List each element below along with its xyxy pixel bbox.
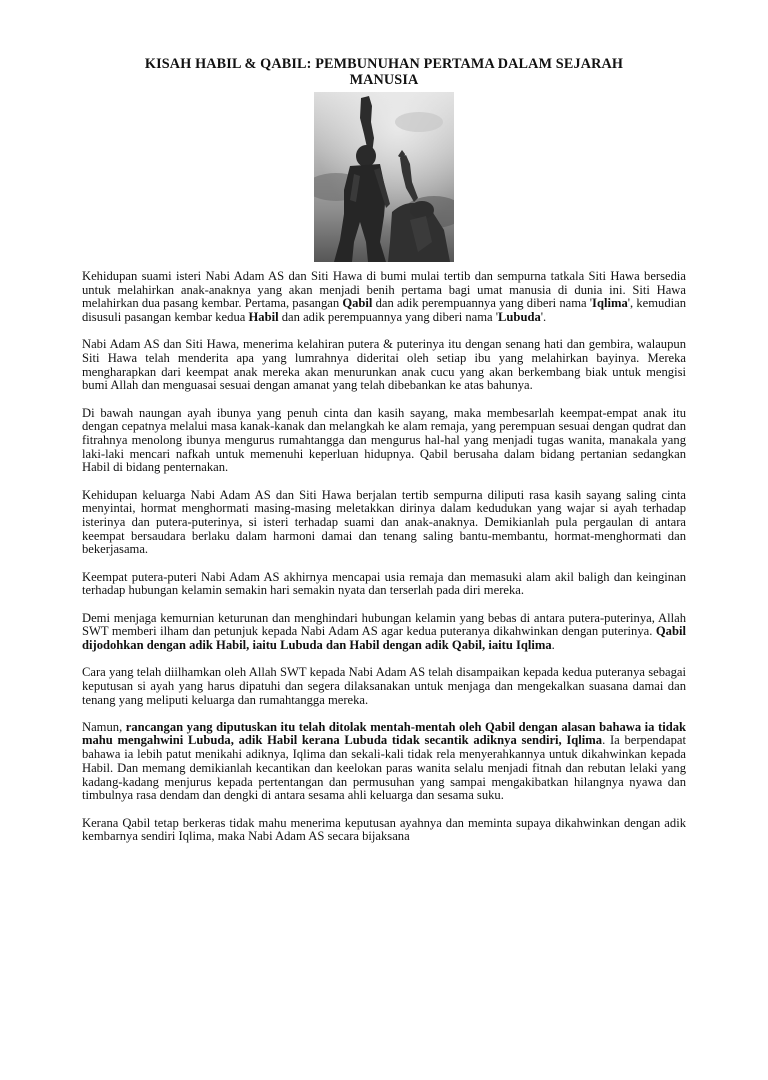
paragraph xyxy=(82,489,686,558)
paragraph xyxy=(82,407,686,476)
paragraph xyxy=(82,721,686,803)
paragraph xyxy=(82,270,686,325)
text-run: dan adik perempuannya yang diberi nama ' xyxy=(372,296,593,311)
text-run: Nabi Adam AS dan Siti Hawa, menerima kelahiran putera & puterinya itu dengan senang hati dan gembira, walaupun Siti Hawa telah menderita apa yang lumrahnya dideritai oleh setiap ibu yang melahirkan bayinya. Mereka mengharapkan dari keempat anak mereka akan menurunkan anak cucu yang akan berkembang biak untuk mengisi bumi Allah dan menguasai sesuai dengan amanat yang telah dibebankan ke atas bahunya. xyxy=(82,337,686,393)
text-run: . xyxy=(551,637,555,652)
text-run: Keempat putera-puteri Nabi Adam AS akhirnya mencapai usia remaja dan memasuki alam akil baligh dan keinginan terhadap hubungan kelamin semakin hari semakin nyata dan terserlah pada diri mereka. xyxy=(82,569,686,598)
bold-text: rancangan yang diputuskan itu telah ditolak mentah-mentah oleh Qabil dengan alasan bahawa ia tidak mahu mengahwini Lubuda, adik Habil kerana Lubuda tidak secantik adiknya sendiri, Iqlima xyxy=(82,719,687,748)
text-run: '. xyxy=(540,310,547,325)
paragraph xyxy=(82,338,686,393)
text-run: Di bawah naungan ayah ibunya yang penuh cinta dan kasih sayang, maka membesarlah keempat-empat anak itu dengan cepatnya melalui masa kanak-kanak dan melangkah ke alam remaja, yang perempuan sesuai dengan qudrat dan fitrahnya menolong ibunya mengurus rumahtangga dan mengurus hal-hal yang menjadi tugas wanita, manakala yang laki-laki mencari nafkah untuk memenuhi keperluan hidupnya. Qabil berusaha dalam bidang pertanian sedangkan Habil di bidang penternakan. xyxy=(82,405,686,475)
text-run: Cara yang telah diilhamkan oleh Allah SWT kepada Nabi Adam AS telah disampaikan kepada kedua puteranya sebagai keputusan si ayah yang harus dipatuhi dan segera dilaksanakan untuk menjaga dan mengekalkan suasana damai dan tenang yang meliputi keluarga dan rumahtangga mereka. xyxy=(82,665,686,707)
paragraph xyxy=(82,612,686,653)
bold-text: Habil xyxy=(248,310,279,325)
text-run: Kerana Qabil tetap berkeras tidak mahu menerima keputusan ayahnya dan meminta supaya dikahwinkan dengan adik kembarnya sendiri Iqlima, maka Nabi Adam AS secara bijaksana xyxy=(82,815,686,844)
text-run: Kehidupan suami isteri Nabi Adam AS dan Siti Hawa di bumi mulai tertib dan sempurna tatkala Siti Hawa bersedia untuk melahirkan anak-anaknya yang akan menjadi benih pertama bagi umat manusia di dunia ini. Siti Hawa melahirkan dua pasang kembar. Pertama, pasangan xyxy=(82,269,686,311)
article-body xyxy=(82,270,686,844)
bold-text: Qabil dijodohkan dengan adik Habil, iaitu Lubuda dan Habil dengan adik Qabil, iaitu Iqlima xyxy=(82,624,686,652)
bold-text: Qabil xyxy=(342,296,373,311)
text-run: ', kemudian disusuli pasangan kembar kedua xyxy=(82,296,687,325)
paragraph xyxy=(82,817,686,844)
bold-text: Lubuda xyxy=(498,310,541,325)
text-run: Kehidupan keluarga Nabi Adam AS dan Siti Hawa berjalan tertib sempurna diliputi rasa kasih sayang saling cinta menyintai, hormat menghormati masing-masing meletakkan dirinya dalam kedudukan yang wajar si ayah terhadap isterinya dan putera-puterinya, si isteri terhadap suami dan anak-anaknya. Demikianlah pula pergaulan di antara keempat bersaudara berlaku dalam harmoni damai dan tenang saling bantu-membantu, hormat-menghormati dan bekerjasama. xyxy=(82,487,686,557)
text-run: Namun, xyxy=(82,719,126,734)
statue-photo xyxy=(314,92,454,262)
text-run: dan adik perempuannya yang diberi nama ' xyxy=(278,310,499,325)
title-line-1: KISAH HABIL & QABIL: PEMBUNUHAN PERTAMA DALAM SEJARAH xyxy=(144,56,624,72)
document-page xyxy=(0,56,768,1080)
paragraph xyxy=(82,666,686,707)
text-run: . Ia berpendapat bahawa ia lebih patut menikahi adiknya, Iqlima dan sekali-kali tidak rela menyerahkannya untuk dikahwinkan kepada Habil. Dan memang demikianlah kecantikan dan keelokan paras wanita selalu menjadi fitnah dan rebutan lelaki yang kadang-kadang menjurus kepada pertentangan dan permusuhan yang sampai mengakibatkan hilangnya nyawa dan timbulnya rasa dendam dan dengki di antara sesama ahli keluarga dan sesama suku. xyxy=(82,733,686,803)
paragraph xyxy=(82,571,686,598)
bold-text: Iqlima xyxy=(592,296,628,311)
document-title xyxy=(82,56,686,88)
title-line-2: MANUSIA xyxy=(349,72,419,88)
text-run: Demi menjaga kemurnian keturunan dan menghindari hubungan kelamin yang bebas di antara putera-puterinya, Allah SWT memberi ilham dan petunjuk kepada Nabi Adam AS agar kedua puteranya dikahwinkan dengan puterinya. xyxy=(82,610,686,639)
